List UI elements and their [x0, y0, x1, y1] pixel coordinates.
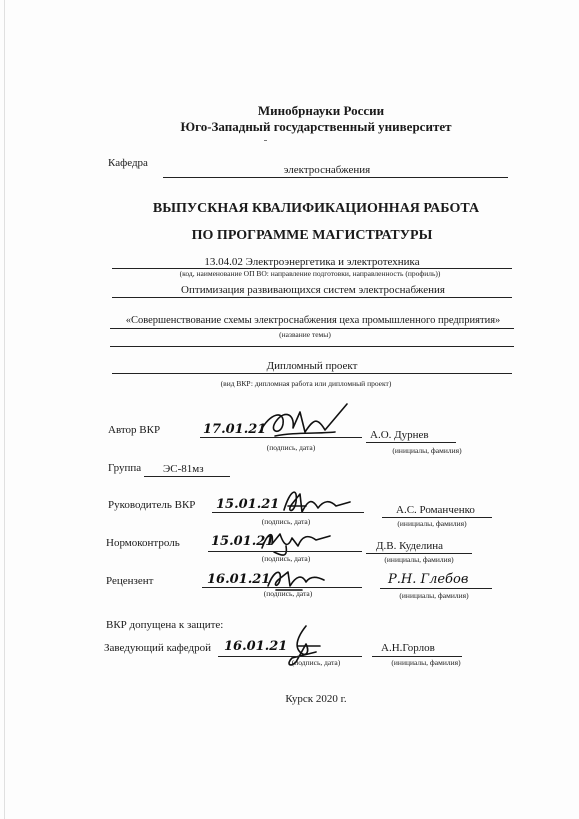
department-line	[163, 177, 508, 178]
reviewer-name-line	[380, 588, 492, 589]
group-line	[144, 476, 230, 477]
group-value: ЭС-81мз	[163, 463, 204, 475]
admission-text: ВКР допущена к защите:	[106, 619, 224, 631]
department-value: электроснабжения	[283, 164, 371, 176]
head-name: А.Н.Горлов	[381, 642, 435, 654]
head-name-caption: (инициалы, фамилия)	[391, 658, 461, 667]
work-type-caption: (вид ВКР: дипломная работа или дипломный проект)	[220, 379, 392, 388]
author-name-caption: (инициалы, фамилия)	[392, 446, 462, 455]
normcontrol-sign-line	[208, 551, 362, 552]
topic-line	[110, 328, 514, 329]
normcontrol-name-line	[366, 553, 472, 554]
reviewer-date: 16.01.21	[207, 572, 271, 587]
author-sign-caption: (подпись, дата)	[266, 443, 316, 452]
document-subtitle: ПО ПРОГРАММЕ МАГИСТРАТУРЫ	[191, 228, 433, 243]
author-sign-line	[200, 437, 362, 438]
normcontrol-label: Нормоконтроль	[106, 537, 180, 549]
topic-caption: (название темы)	[279, 330, 331, 339]
author-date: 17.01.21	[203, 422, 267, 437]
head-date: 16.01.21	[224, 639, 288, 654]
topic-title: «Совершенствование схемы электроснабжения цеха промышленного предприятия»	[125, 315, 501, 326]
scan-edge	[4, 0, 5, 819]
header-mark	[264, 140, 266, 141]
reviewer-sign-caption: (подпись, дата)	[263, 589, 313, 598]
head-label: Заведующий кафедрой	[104, 642, 211, 654]
reviewer-name: Р.Н. Глебов	[388, 572, 469, 587]
program-profile: Оптимизация развивающихся систем электроснабжения	[181, 284, 445, 296]
profile-line	[112, 297, 512, 298]
supervisor-date: 15.01.21	[216, 497, 280, 512]
supervisor-name-line	[382, 517, 492, 518]
program-code-name: 13.04.02 Электроэнергетика и электротехника	[204, 256, 420, 268]
city-year: Курск 2020 г.	[285, 693, 347, 705]
reviewer-name-caption: (инициалы, фамилия)	[399, 591, 469, 600]
document-title: ВЫПУСКНАЯ КВАЛИФИКАЦИОННАЯ РАБОТА	[152, 201, 480, 216]
group-label: Группа	[108, 462, 142, 474]
head-sign-caption: (подпись, дата)	[291, 658, 341, 667]
reviewer-sign-line	[202, 587, 362, 588]
supervisor-sign-caption: (подпись, дата)	[261, 517, 311, 526]
work-type-line	[112, 373, 512, 374]
ministry-name: Минобрнауки России	[257, 103, 385, 118]
normcontrol-name: Д.В. Куделина	[376, 540, 444, 552]
author-label: Автор ВКР	[108, 424, 161, 436]
reviewer-label: Рецензент	[106, 575, 154, 587]
supervisor-name: А.С. Романченко	[396, 504, 475, 516]
author-name-line	[366, 442, 456, 443]
head-name-line	[372, 656, 462, 657]
program-caption: (код, наименование ОП ВО: направление подготовки, направленность (профиль))	[179, 269, 441, 278]
supervisor-sign-line	[212, 512, 364, 513]
supervisor-label: Руководитель ВКР	[108, 499, 196, 511]
head-sign-line	[218, 656, 362, 657]
department-label: Кафедра	[108, 157, 148, 169]
author-name: А.О. Дурнев	[370, 429, 429, 441]
normcontrol-date: 15.01.21	[211, 534, 275, 549]
normcontrol-name-caption: (инициалы, фамилия)	[384, 555, 454, 564]
topic-extra-line	[110, 346, 514, 347]
supervisor-name-caption: (инициалы, фамилия)	[397, 519, 467, 528]
normcontrol-sign-caption: (подпись, дата)	[261, 554, 311, 563]
author-signature	[255, 402, 355, 442]
supervisor-signature	[276, 482, 356, 522]
work-type: Дипломный проект	[266, 360, 358, 372]
university-name: Юго-Западный государственный университет	[180, 119, 452, 134]
